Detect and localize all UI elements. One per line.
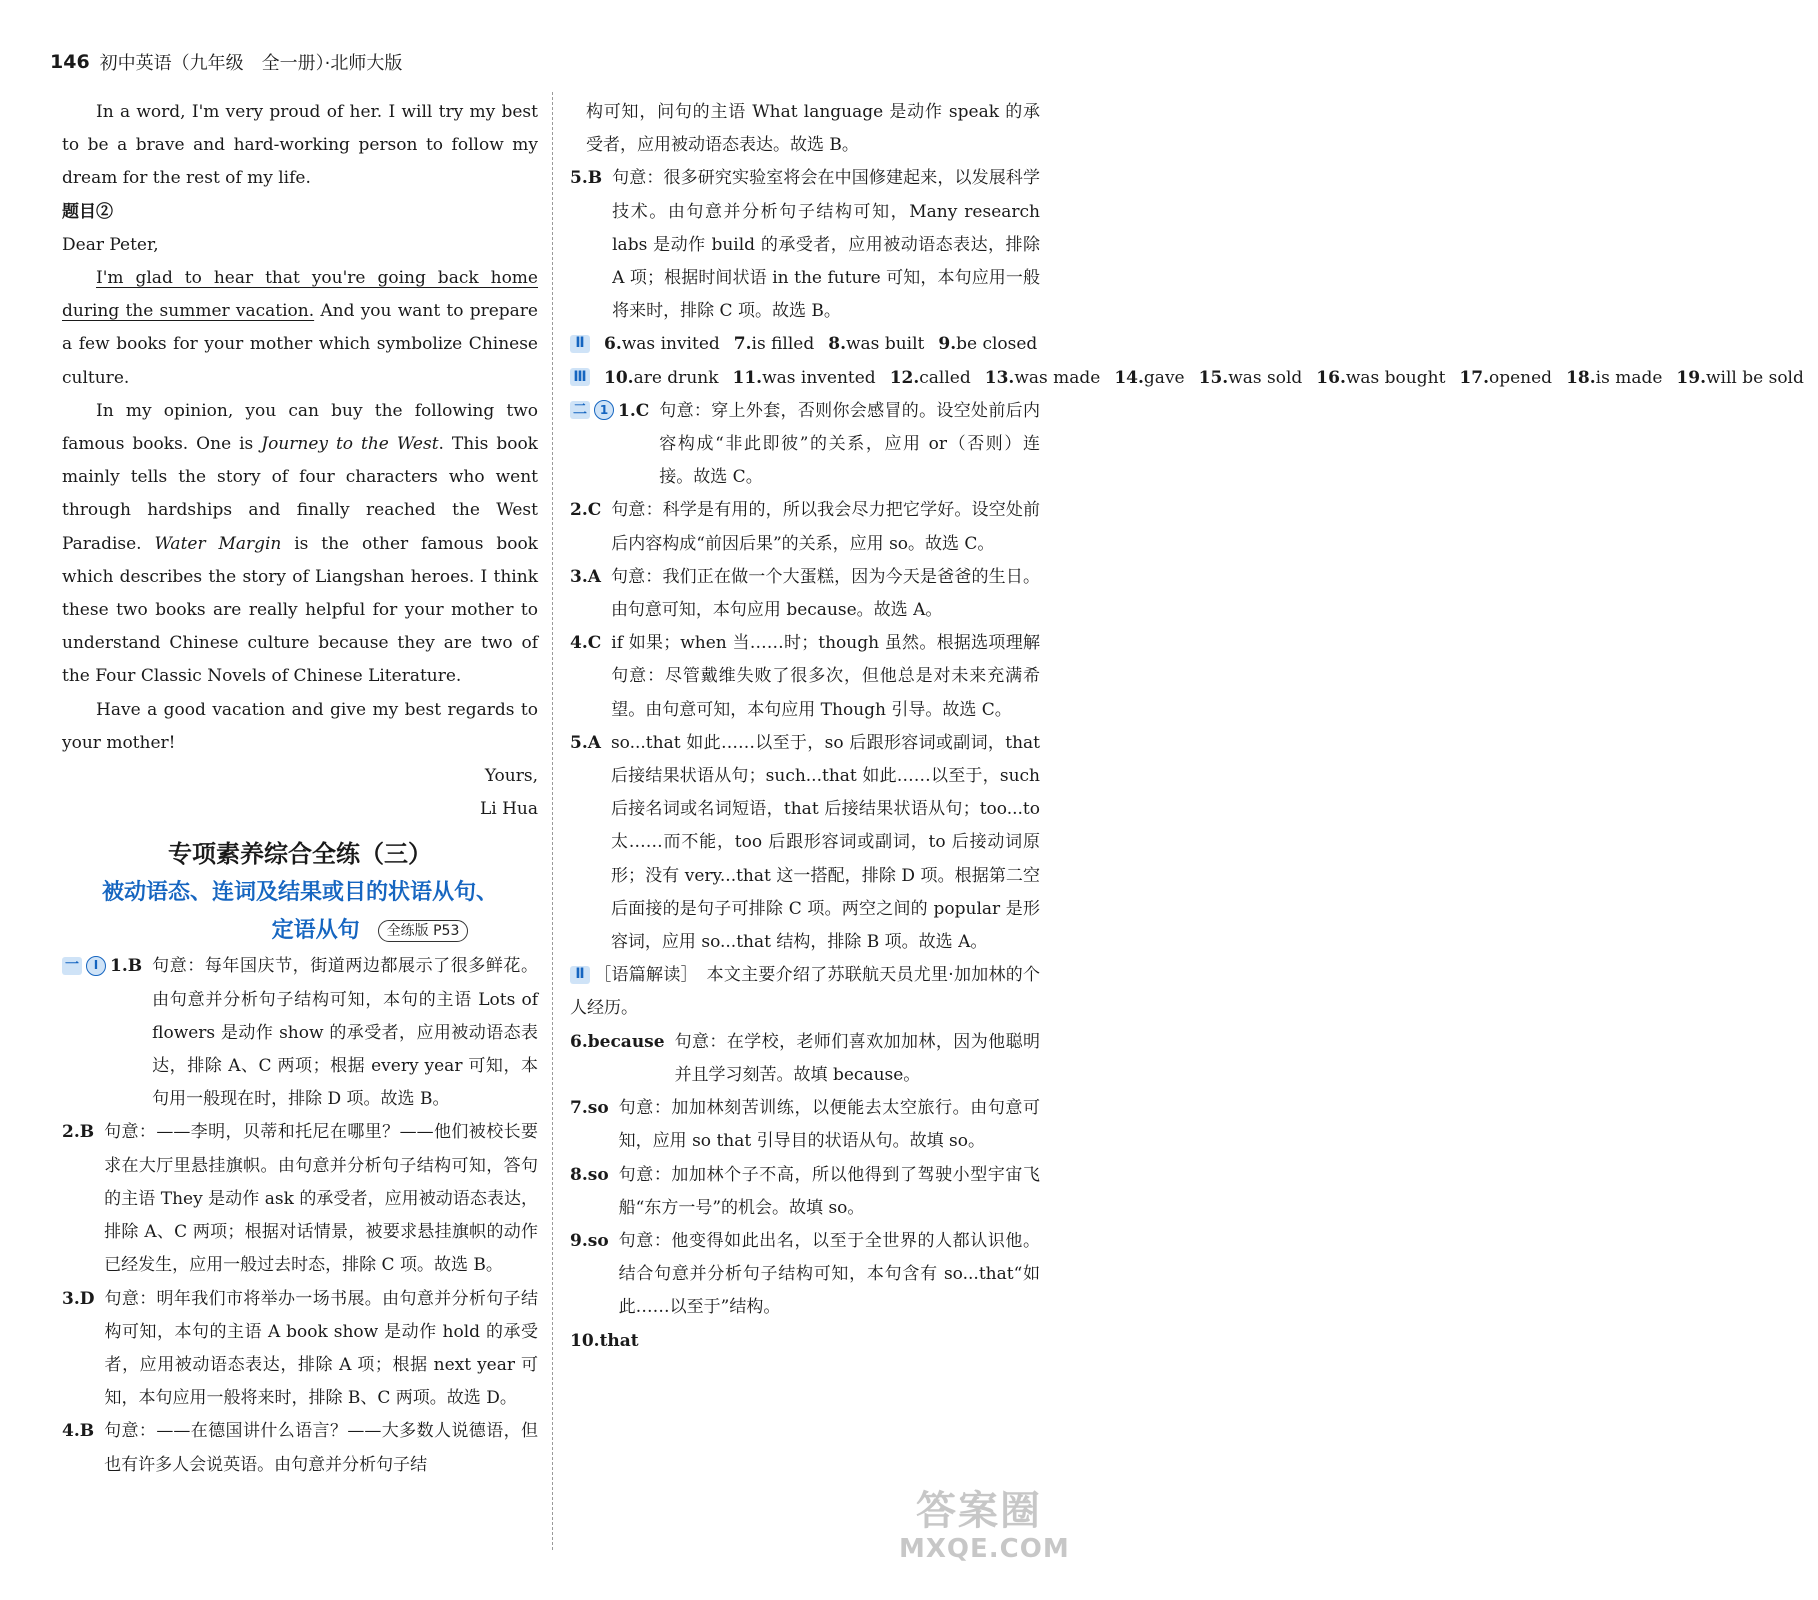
answer-number: [62, 950, 142, 1116]
answer-pair: [1316, 368, 1445, 388]
answer-number: 18.: [1566, 367, 1596, 388]
answer-pair: [828, 334, 924, 354]
answer-pair: [1676, 368, 1803, 388]
letter-paragraph-2: [62, 395, 538, 694]
left-column: [62, 96, 538, 1482]
answer-item: [62, 950, 538, 1116]
page-number: 146: [50, 51, 90, 73]
answer-number: 5.A: [570, 732, 601, 753]
answer-number: 19.: [1676, 367, 1706, 388]
answer-pair: [1566, 368, 1662, 388]
paragraph-text: is the other famous book which describes the story of Liangshan heroes. I think these two books are really helpful for your mother to understand Chinese culture because they are two of the Four Classic Novels of Chinese Literature.: [62, 533, 538, 687]
answer-text: called: [919, 367, 971, 388]
answer-number: 17.: [1459, 367, 1489, 388]
reading-summary: [570, 959, 1040, 1025]
section-subtitle-text: 定语从句: [271, 918, 360, 944]
book-title-journey: Journey to the West: [261, 434, 439, 455]
answer-pair: [890, 368, 971, 388]
answer-item: [570, 395, 1040, 495]
answer-number: 9.: [938, 334, 957, 355]
answer-continuation: 构可知，问句的主语 What language 是动作 speak 的承受者，应用被动语态表达。故选 B。: [586, 102, 1040, 156]
answer-number: 16.: [1316, 367, 1346, 388]
answer-text: was sold: [1228, 367, 1303, 388]
answer-explanation: 句意：——在德国讲什么语言？——大多数人说德语，但也有许多人会说英语。由句意并分析句子结: [104, 1421, 538, 1475]
answer-pair: [985, 368, 1101, 388]
section-iii-marker: Ⅲ: [570, 368, 590, 386]
section-ii-marker: Ⅱ: [570, 335, 590, 353]
answer-number: 4.C: [570, 633, 602, 654]
section-i-marker: 1: [594, 400, 614, 420]
answer-explanation: 句意：每年国庆节，街道两边都展示了很多鲜花。由句意并分析句子结构可知，本句的主语 Lots of flowers 是动作 show 的承受者，应用被动语态表达，排除 A、C 两项；根据 every year 可知，本句用一般现在时，排除 D 项。故选 B。: [152, 956, 538, 1110]
answer-number: 13.: [984, 367, 1015, 388]
answer-pair: [938, 334, 1037, 354]
book-title: 初中英语（九年级 全一册）·北师大版: [99, 53, 403, 74]
answer-item: [570, 1225, 1040, 1325]
answer-explanation: so...that 如此……以至于，so 后跟形容词或副词，that 后接结果状语从句；such...that 如此……以至于，such 后接名词或名词短语，that 后接结果状语从句；too...to 太……而不能，too 后跟形容词或副词，to 后接动词原形；没有 very...that 这一搭配，排除 D 项。根据第二空后面接的是句子可排除 C 项。两空之间的 popular 是形容词，应用 so...that 结构，排除 B 项。故选 A。: [610, 732, 1040, 953]
letter-paragraph-1: [62, 262, 538, 395]
answer-pair: [1459, 368, 1552, 388]
answer-number: 8.so: [570, 1164, 609, 1185]
answer-number: 9.so: [570, 1230, 609, 1251]
paragraph-text: And you want to prepare a few books for your mother which symbolize Chinese culture.: [62, 301, 538, 388]
answer-text: is made: [1595, 367, 1663, 388]
answer-item: [570, 162, 1040, 328]
answer-text: opened: [1488, 367, 1553, 388]
answer-label: 1.C: [618, 400, 650, 421]
answer-number: 8.: [828, 334, 846, 355]
answer-explanation: 句意：加加林刻苦训练，以便能去太空旅行。由句意可知，应用 so that 引导目的状语从句。故填 so。: [618, 1098, 1040, 1152]
part-two-marker: 二: [570, 401, 590, 419]
answer-number: 5.B: [570, 168, 603, 189]
answer-number: 10.that: [570, 1330, 639, 1351]
answer-number: 3.D: [62, 1288, 95, 1309]
part-one-marker: 一: [62, 957, 82, 975]
answer-explanation: if 如果；when 当……时；though 虽然。根据选项理解句意：尽管戴维失败了很多次，但他总是对未来充满希望。由句意可知，本句应用 Though 引导。故选 C。: [611, 633, 1040, 720]
answer-number: 4.B: [62, 1421, 95, 1442]
essay-paragraph-1: In a word, I'm very proud of her. I will try my best to be a brave and hard-working person to follow my dream for the rest of my life.: [62, 102, 538, 189]
answer-explanation: 句意：——李明，贝蒂和托尼在哪里？——他们被校长要求在大厅里悬挂旗帜。由句意并分析句子结构可知，答句的主语 They 是动作 ask 的承受者，应用被动语态表达，排除 A、C 两项；根据对话情景，被要求悬挂旗帜的动作已经发生，应用一般过去时态，排除 C 项。故选 B。: [104, 1122, 538, 1276]
answer-number: 3.A: [570, 566, 601, 587]
answer-explanation: 句意：科学是有用的，所以我会尽力把它学好。设空处前后内容构成“前因后果”的关系，应用 so。故选 C。: [611, 500, 1040, 554]
answer-explanation: 句意：明年我们市将举办一场书展。由句意并分析句子结构可知，本句的主语 A book show 是动作 hold 的承受者，应用被动语态表达，排除 A 项；根据 next year 可知，本句应用一般将来时，排除 B、C 两项。故选 D。: [104, 1288, 538, 1409]
answer-text: was built: [846, 334, 925, 355]
column-divider: [552, 92, 553, 1550]
answer-explanation: 句意：加加林个子不高，所以他得到了驾驶小型宇宙飞船“东方一号”的机会。故填 so。: [618, 1164, 1040, 1218]
answer-text: is filled: [751, 334, 815, 355]
answer-number: 12.: [889, 367, 920, 388]
answer-text: be closed: [956, 334, 1038, 355]
underlined-sentence: I'm glad to hear that you're going back home during the summer vacation.: [62, 268, 538, 322]
paragraph-text: . This book mainly tells the story of four characters who went through hardships and finally reached the West Paradise.: [62, 434, 538, 554]
answer-pair: [734, 334, 814, 354]
section-subtitle-line-2: [202, 912, 538, 950]
answer-explanation: 句意：穿上外套，否则你会感冒的。设空处前后内容构成“非此即彼”的关系，应用 or（否则）连接。故选 C。: [659, 400, 1040, 488]
answer-explanation: 句意：很多研究实验室将会在中国修建起来，以发展科学技术。由句意并分析句子结构可知，Many research labs 是动作 build 的承受者，应用被动语态表达，排除 A 项；根据时间状语 in the future 可知，本句应用一般将来时，排除 C 项。故选 B。: [612, 168, 1040, 322]
answer-item: [570, 727, 1040, 959]
section-subtitle-line-1: 被动语态、连词及结果或目的状语从句、: [101, 880, 498, 906]
letter-signature: Li Hua: [479, 799, 538, 820]
answer-item: [570, 1092, 1040, 1158]
answer-pair: [733, 368, 876, 388]
answer-number: 7.: [733, 334, 752, 355]
answer-pair: [1199, 368, 1303, 388]
answer-text: was invited: [621, 334, 720, 355]
answer-number: 7.so: [570, 1098, 609, 1119]
book-title-water-margin: Water Margin: [154, 533, 282, 554]
answer-text: was bought: [1345, 367, 1446, 388]
answer-text: was invented: [762, 367, 876, 388]
page-header: [50, 44, 402, 80]
letter-salutation: Dear Peter,: [62, 234, 159, 255]
answer-explanation: 句意：他变得如此出名，以至于全世界的人都认识他。结合句意并分析句子结构可知，本句含有 so...that“如此……以至于”结构。: [618, 1230, 1040, 1318]
answer-item: [62, 1116, 538, 1282]
topic-2-label: 题目②: [62, 201, 113, 222]
answer-number: 11.: [732, 367, 763, 388]
answer-number: 14.: [1114, 367, 1144, 388]
reading-label: ［语篇解读］: [594, 965, 690, 986]
answer-number: [570, 395, 649, 495]
watermark-text: 答案圈: [916, 1488, 1042, 1534]
answer-explanation: 句意：在学校，老师们喜欢加加林，因为他聪明并且学习刻苦。故填 because。: [674, 1031, 1040, 1085]
answer-number: 10.: [604, 367, 634, 388]
answer-explanation: 句意：我们正在做一个大蛋糕，因为今天是爸爸的生日。由句意可知，本句应用 because。故选 A。: [610, 566, 1040, 621]
answer-number: 15.: [1198, 367, 1229, 388]
right-column: [570, 96, 1804, 1358]
section-title: 专项素养综合全练（三）: [168, 840, 432, 869]
answer-item: [570, 1026, 1040, 1092]
answer-list-iii: [570, 362, 1804, 395]
answer-pair: [570, 334, 720, 354]
paragraph-text: In my opinion, you can buy the following two famous books. One is: [62, 400, 538, 455]
reading-text: 本文主要介绍了苏联航天员尤里·加加林的个人经历。: [570, 965, 1041, 1019]
answer-number: 6.: [604, 334, 622, 355]
answer-number: 6.because: [570, 1031, 665, 1052]
answer-list-ii: [570, 328, 1040, 361]
section-i-marker: Ⅰ: [86, 956, 106, 976]
watermark-domain: MXQE.COM: [899, 1534, 1070, 1564]
answer-text: was made: [1014, 367, 1101, 388]
letter-closing: Yours,: [484, 766, 538, 787]
answer-item: [62, 1283, 538, 1416]
answer-label: 1.B: [110, 956, 143, 977]
answer-pair: [1114, 368, 1184, 388]
answer-text: are drunk: [633, 367, 719, 388]
section-ii-marker: Ⅱ: [570, 966, 590, 984]
answer-item: [570, 627, 1040, 727]
letter-paragraph-3: Have a good vacation and give my best regards to your mother!: [62, 699, 538, 753]
answer-text: will be sold: [1705, 367, 1804, 388]
answer-item: [570, 561, 1040, 627]
answer-number: 2.C: [570, 500, 602, 521]
answer-item: [570, 1325, 1040, 1358]
answer-number: 2.B: [62, 1122, 95, 1143]
answer-item: [570, 494, 1040, 560]
watermark-logo: [899, 1488, 1070, 1574]
answer-text: gave: [1143, 367, 1185, 388]
reference-badge: 全练版 P53: [378, 920, 469, 942]
answer-pair: [570, 368, 719, 388]
answer-item: [570, 1159, 1040, 1225]
answer-item: [62, 1415, 538, 1481]
